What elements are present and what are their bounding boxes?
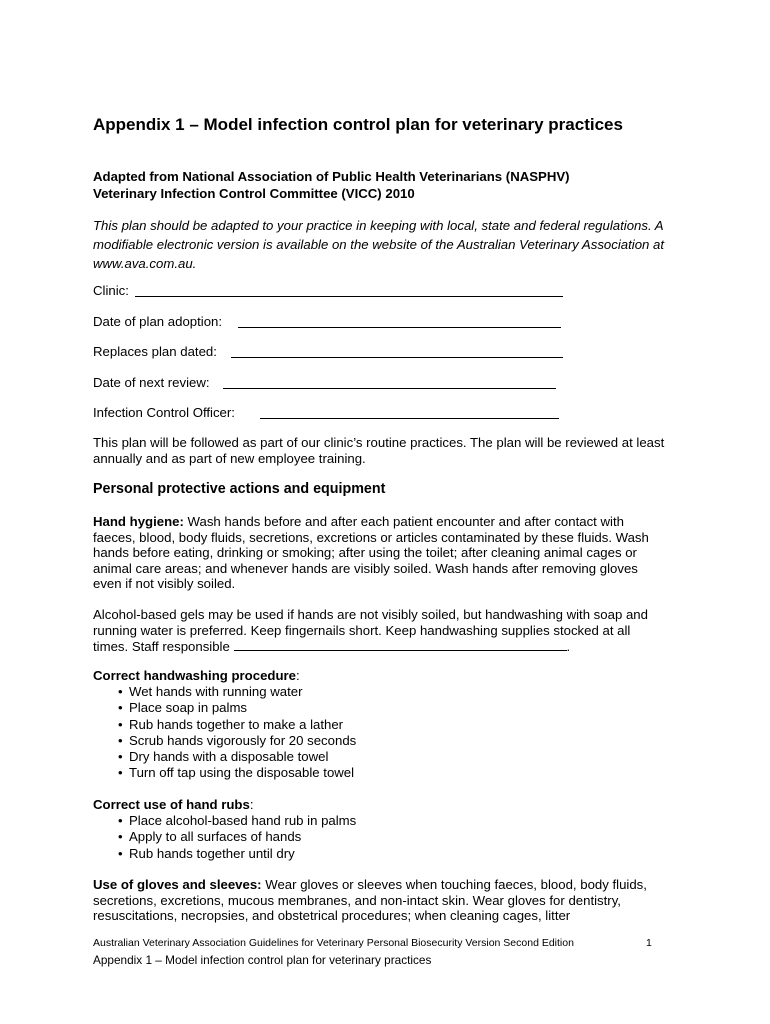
bullet-icon: •: [118, 765, 123, 781]
handwashing-title-row: [93, 668, 693, 684]
officer-field: [93, 404, 235, 421]
subtitle-line-1: Adapted from National Association of Public Health Veterinarians (NASPHV): [93, 169, 570, 184]
officer-label: Infection Control Officer:: [93, 405, 235, 420]
gloves-text: Wear gloves or sleeves when touching faeces, blood, body fluids, secretions, excretions, mucous membranes, and non-intact skin. Wear gloves for dentistry, resuscitations, necropsies, and obstetrical procedures; when cleaning cages, litter: [93, 877, 647, 923]
hand-rub-step-item: [93, 846, 693, 862]
handwashing-section: [93, 668, 693, 782]
replaces-date-input-line[interactable]: [231, 357, 563, 358]
bullet-icon: •: [118, 845, 123, 861]
page-title: Appendix 1 – Model infection control plan for veterinary practices: [93, 115, 623, 134]
alcohol-paragraph: [93, 607, 668, 655]
hand-rubs-list: [93, 813, 693, 862]
replaces-date-label: Replaces plan dated:: [93, 344, 217, 359]
hand-rubs-section: [93, 797, 693, 862]
bullet-icon: •: [118, 684, 123, 699]
handwashing-title: Correct handwashing procedure: [93, 668, 296, 683]
footer-appendix-title: Appendix 1 – Model infection control plan for veterinary practices: [93, 953, 432, 967]
bullet-icon: •: [118, 749, 123, 765]
handwashing-list: [93, 684, 693, 782]
hand-rub-step-item-text: Apply to all surfaces of hands: [129, 829, 302, 845]
hand-hygiene-paragraph: [93, 514, 668, 592]
hand-rubs-title: Correct use of hand rubs: [93, 797, 250, 812]
clinic-label: Clinic:: [93, 283, 129, 298]
bullet-icon: •: [118, 716, 123, 732]
handwashing-step-item: [93, 700, 693, 716]
hand-rub-step-item-text: Rub hands together until dry: [129, 845, 295, 861]
hand-rubs-title-row: [93, 797, 693, 813]
bullet-icon: •: [118, 829, 123, 845]
hand-hygiene-label: Hand hygiene:: [93, 514, 184, 529]
hand-rub-step-item: [93, 829, 693, 845]
next-review-input-line[interactable]: [223, 388, 556, 389]
bullet-icon: •: [118, 813, 123, 828]
handwashing-step-item-text: Turn off tap using the disposable towel: [129, 765, 355, 781]
alcohol-end: .: [566, 639, 571, 654]
next-review-field: [93, 374, 210, 391]
handwashing-step-item-text: Rub hands together to make a lather: [129, 716, 344, 732]
handwashing-colon: :: [295, 668, 300, 683]
handwashing-step-item: [93, 765, 693, 781]
handwashing-step-item: [93, 733, 693, 749]
hand-rub-step-item-text: Place alcohol-based hand rub in palms: [129, 813, 357, 828]
clinic-field: [93, 282, 129, 299]
handwashing-step-item-text: Place soap in palms: [129, 700, 248, 716]
clinic-input-line[interactable]: [135, 296, 563, 297]
adoption-date-input-line[interactable]: [238, 327, 561, 328]
staff-responsible-input-line[interactable]: [234, 638, 567, 651]
intro-paragraph: This plan should be adapted to your practice in keeping with local, state and federal regulations. A modifiable electronic version is available on the website of the Australian Veterinary Association at www.ava.com.au.: [93, 218, 665, 271]
next-review-label: Date of next review:: [93, 375, 210, 390]
handwashing-step-item-text: Dry hands with a disposable towel: [129, 749, 329, 765]
handwashing-step-item: [93, 717, 693, 733]
footer-guideline-title: Australian Veterinary Association Guidelines for Veterinary Personal Biosecurity Version Second Edition: [93, 937, 574, 949]
bullet-icon: •: [118, 732, 123, 748]
subtitle: [93, 168, 693, 202]
alcohol-text: Alcohol-based gels may be used if hands are not visibly soiled, but handwashing with soap and running water is preferred. Keep fingernails short. Keep handwashing supplies stocked at all times. Staff responsible: [93, 607, 648, 654]
hand-hygiene-text: Wash hands before and after each patient encounter and after contact with faeces, blood, body fluids, secretions, excretions or articles contaminated by these fluids. Wash hands before eating, drinking or smoking; after using the toilet; after cleaning animal cages or animal care areas; and whenever hands are visibly soiled. Wash hands after removing gloves even if not visibly soiled.: [93, 514, 649, 591]
gloves-paragraph: [93, 877, 668, 924]
handwashing-step-item: [93, 684, 693, 700]
hand-rubs-colon: :: [249, 797, 254, 812]
adoption-date-field: [93, 313, 222, 330]
officer-input-line[interactable]: [260, 418, 559, 419]
handwashing-step-item-text: Wet hands with running water: [129, 684, 303, 699]
handwashing-step-item-text: Scrub hands vigorously for 20 seconds: [129, 732, 357, 748]
gloves-label: Use of gloves and sleeves:: [93, 877, 262, 892]
hand-rub-step-item: [93, 813, 693, 829]
page-number: 1: [646, 937, 652, 949]
bullet-icon: •: [118, 700, 123, 716]
plan-statement: This plan will be followed as part of our clinic’s routine practices. The plan will be reviewed at least annually and as part of new employee training.: [93, 435, 665, 466]
section-heading: Personal protective actions and equipment: [93, 481, 386, 497]
subtitle-line-2: Veterinary Infection Control Committee (VICC) 2010: [93, 186, 415, 201]
adoption-date-label: Date of plan adoption:: [93, 314, 223, 329]
handwashing-step-item: [93, 749, 693, 765]
replaces-date-field: [93, 343, 217, 360]
